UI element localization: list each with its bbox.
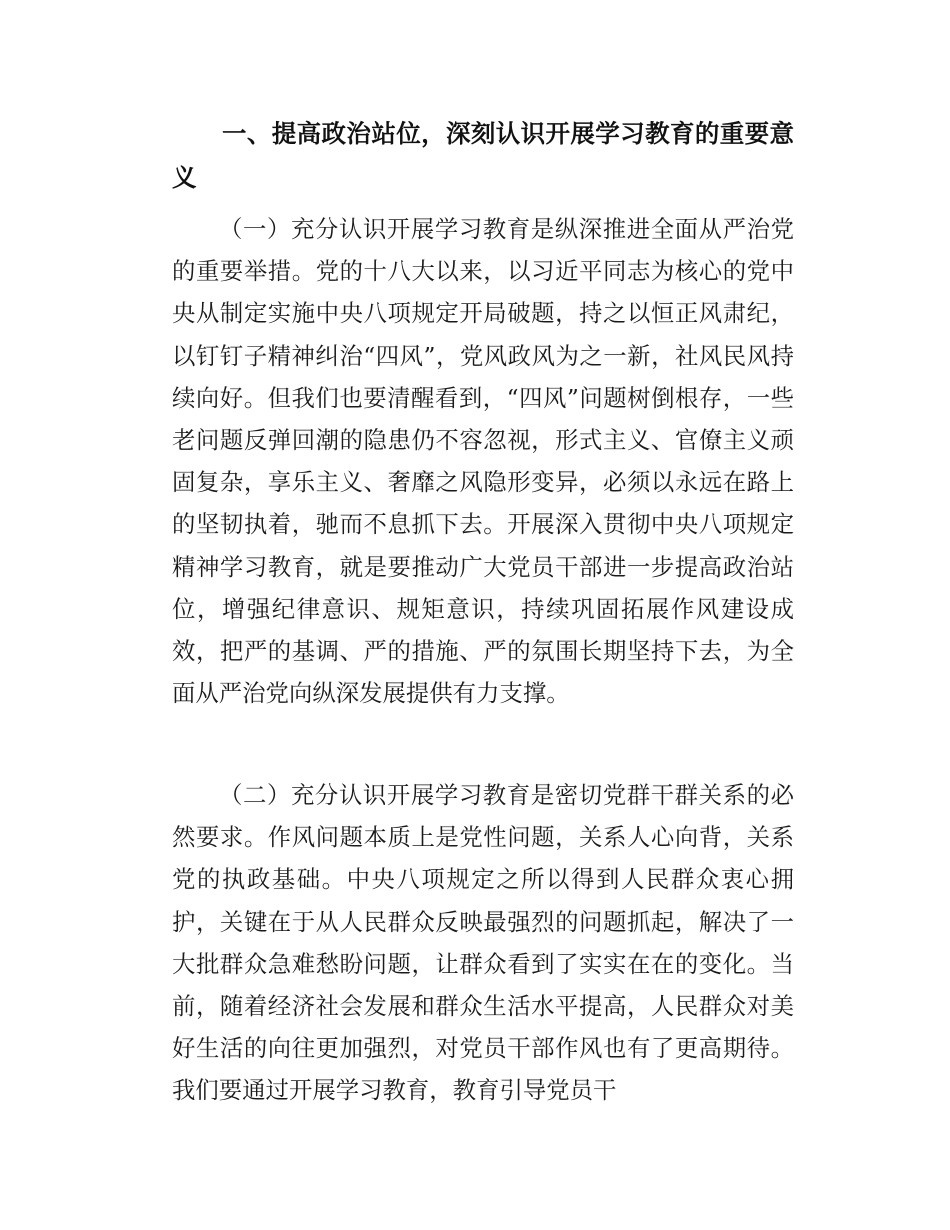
body-paragraph-2: （二）充分认识开展学习教育是密切党群干群关系的必然要求。作风问题本质上是党性问题，关系人心向背，关系党的执政基础。中央八项规定之所以得到人民群众衷心拥护，关键在于从人民群众反映最强烈的问题抓起，解决了一大批群众急难愁盼问题，让群众看到了实实在在的变化。当前，随着经济社会发展和群众生活水平提高，人民群众对美好生活的向往更加强烈，对党员干部作风也有了更高期待。我们要通过开展学习教育，教育引导党员干 <box>172 781 794 1105</box>
section-heading: 一、提高政治站位，深刻认识开展学习教育的重要意义 <box>172 119 794 192</box>
body-paragraph-1: （一）充分认识开展学习教育是纵深推进全面从严治党的重要举措。党的十八大以来，以习近平同志为核心的党中央从制定实施中央八项规定开局破题，持之以恒正风肃纪，以钉钉子精神纠治“四风”，党风政风为之一新，社风民风持续向好。但我们也要清醒看到，“四风”问题树倒根存，一些老问题反弹回潮的隐患仍不容忽视，形式主义、官僚主义顽固复杂，享乐主义、奢靡之风隐形变异，必须以永远在路上的坚韧执着，驰而不息抓下去。开展深入贯彻中央八项规定精神学习教育，就是要推动广大党员干部进一步提高政治站位，增强纪律意识、规矩意识，持续巩固拓展作风建设成效，把严的基调、严的措施、严的氛围长期坚持下去，为全面从严治党向纵深发展提供有力支撑。 <box>172 215 794 708</box>
